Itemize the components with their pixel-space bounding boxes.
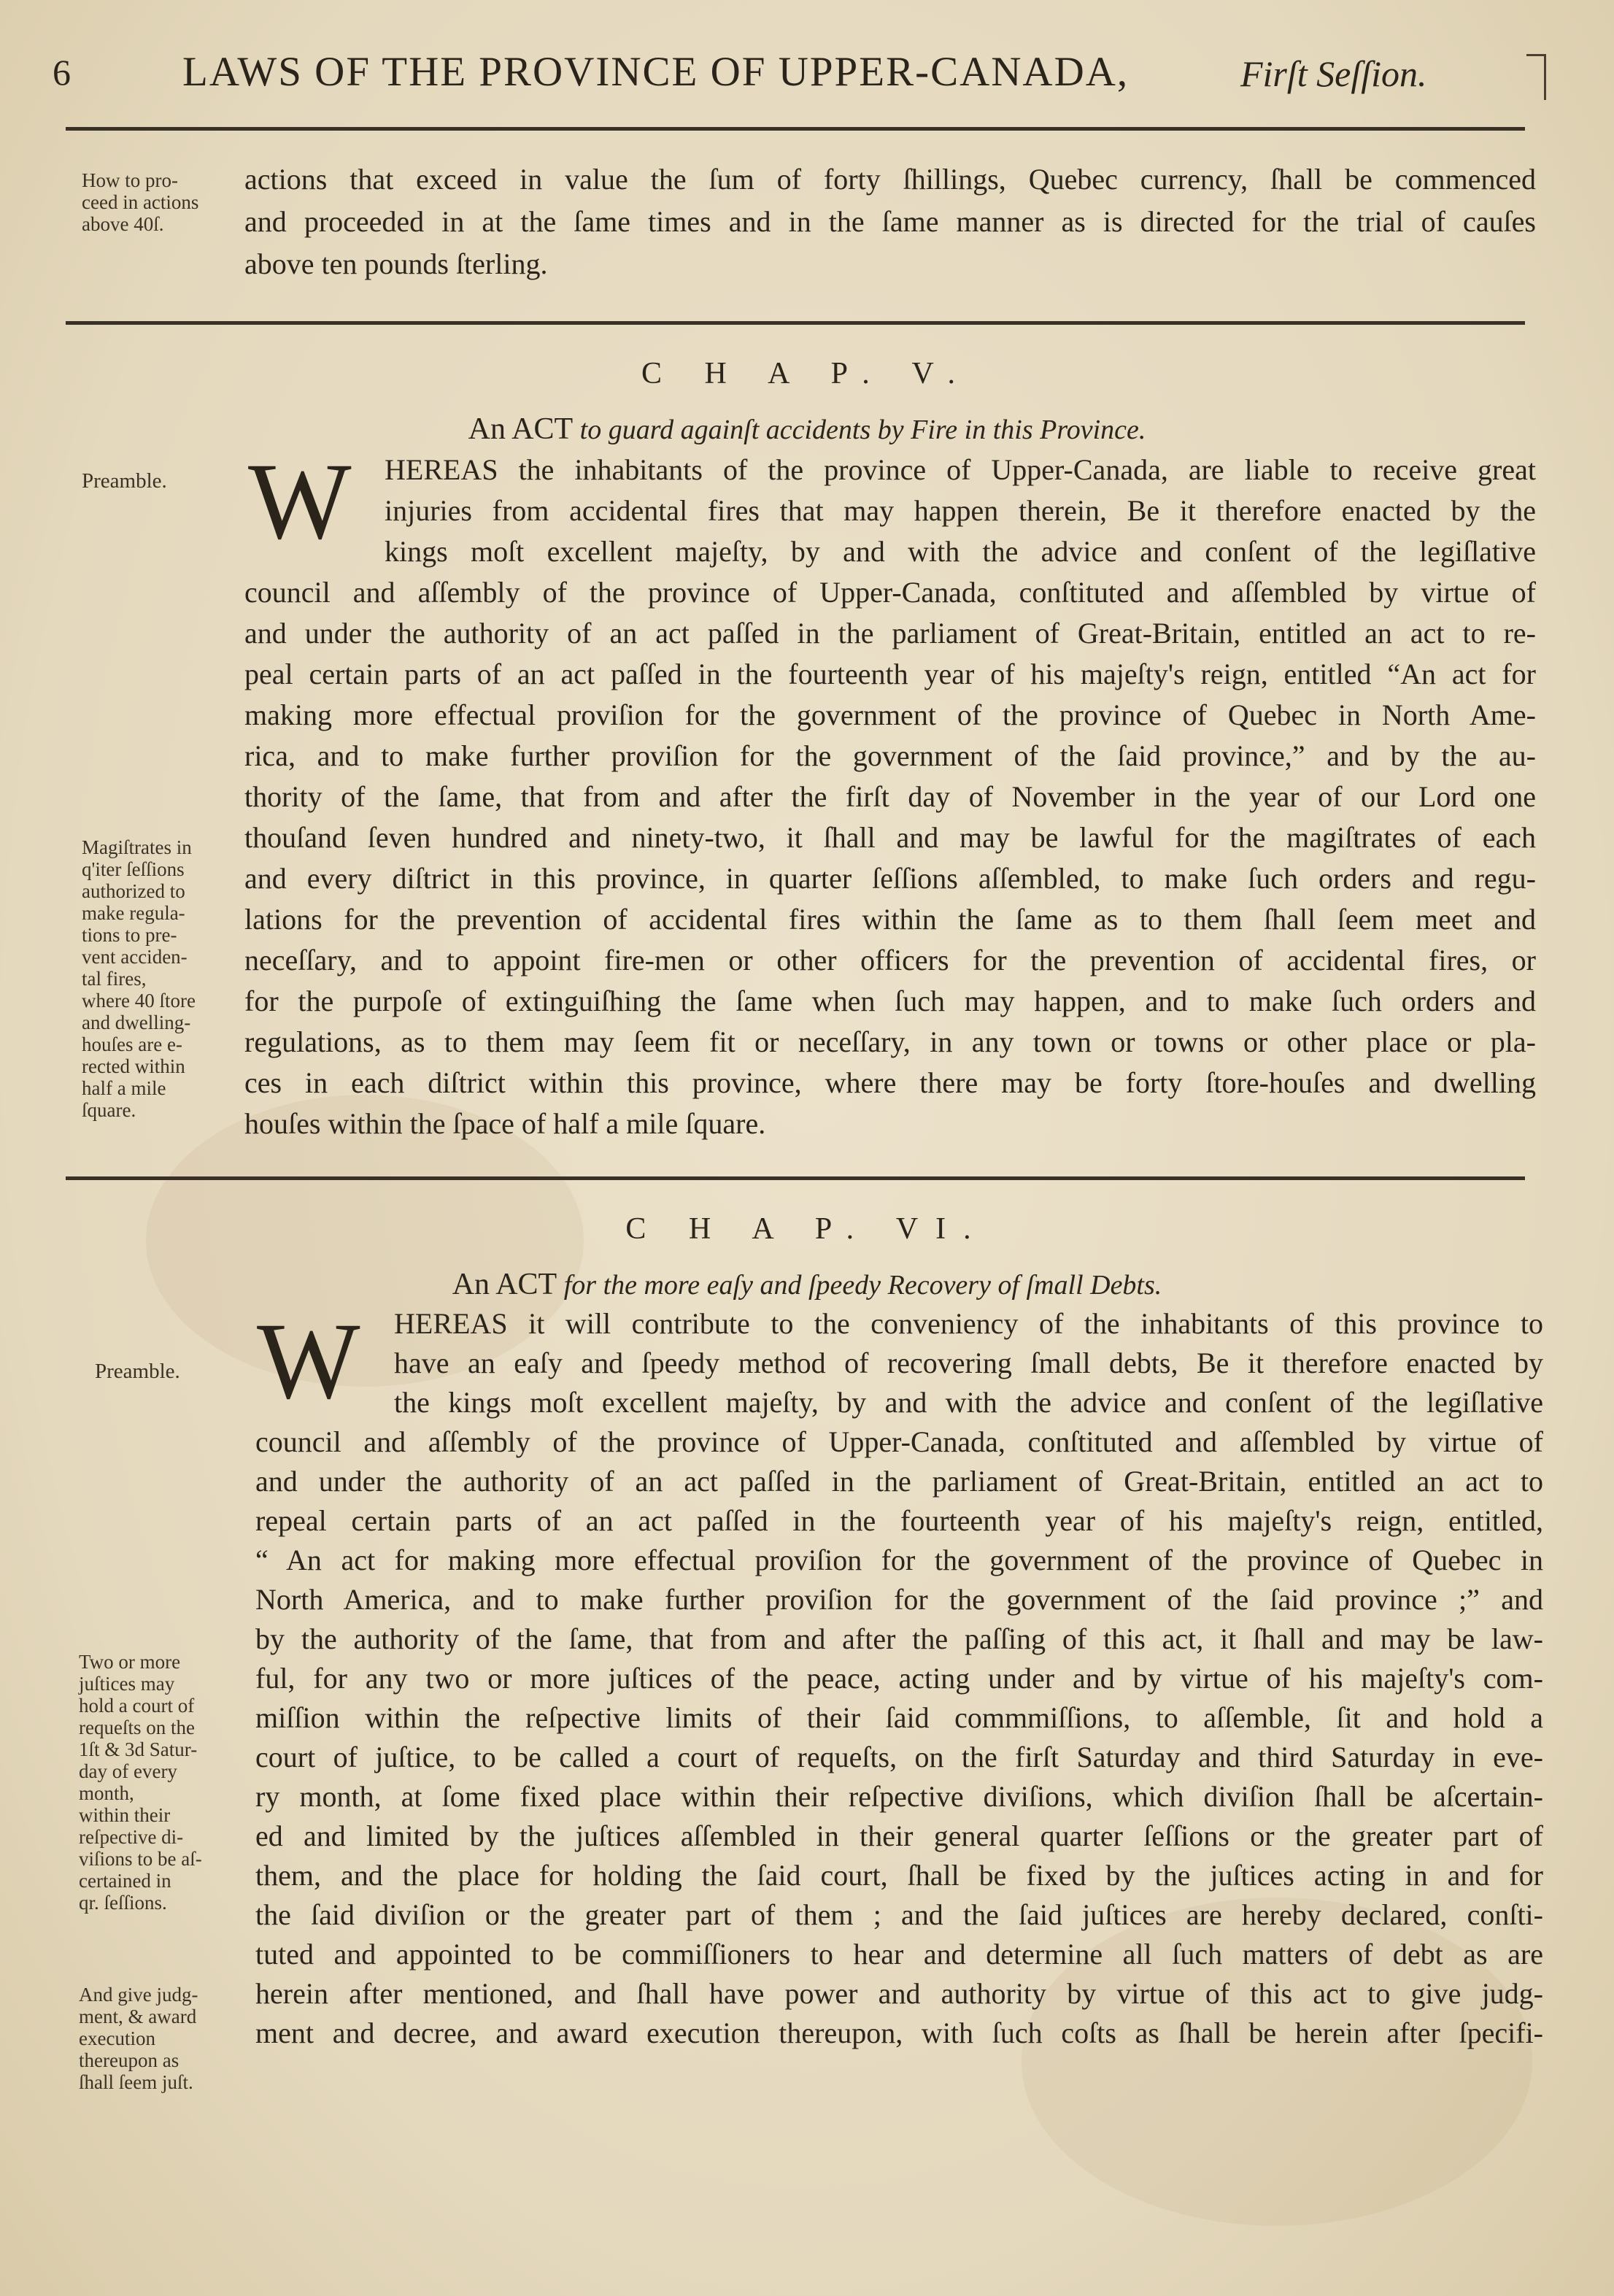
margin-note-line: day of every: [79, 1760, 177, 1782]
header-rule: [66, 127, 1525, 131]
margin-note-line: and dwelling-: [82, 1012, 191, 1033]
text-line: lations for the prevention of accidental fires within the ſame as to them ſhall ſeem meet and: [244, 903, 1536, 936]
text-line: tuted and appointed to be commiſſioners to hear and determine all ſuch matters of debt as are: [255, 1938, 1543, 1971]
section-rule: [66, 321, 1525, 325]
drop-cap: W: [248, 441, 352, 562]
section-rule: [66, 1176, 1525, 1180]
text-line: ful, for any two or more juſtices of the peace, acting under and by virtue of his majeſty's com-: [255, 1662, 1543, 1695]
preamble-label: Preamble.: [95, 1360, 180, 1383]
corner-mark: [1526, 54, 1546, 100]
drop-cap: W: [257, 1301, 360, 1422]
text-line: and every diſtrict in this province, in quarter ſeſſions aſſembled, to make ſuch orders and regu-: [244, 862, 1536, 895]
chapter-6-title: [0, 1267, 1614, 1302]
margin-note-line: where 40 ſtore: [82, 990, 196, 1012]
act-title-prefix: An ACT: [452, 1268, 557, 1301]
margin-note-line: vent acciden-: [82, 946, 188, 968]
text-line: houſes within the ſpace of half a mile ſquare.: [244, 1107, 766, 1140]
text-line: kings moſt excellent majeſty, by and with the advice and conſent of the legiſlative: [385, 535, 1536, 568]
margin-note-two-justices: [79, 1651, 202, 1914]
text-line: injuries from accidental fires that may happen therein, Be it therefore enacted by the: [385, 494, 1536, 527]
margin-note-line: ſquare.: [82, 1099, 136, 1121]
text-line: regulations, as to them may ſeem fit or neceſſary, in any town or towns or other place or pla-: [244, 1025, 1536, 1058]
text-line: making more effectual proviſion for the government of the province of Quebec in North Ame-: [244, 698, 1536, 731]
act-title-text: for the more eaſy and ſpeedy Recovery of ſmall Debts.: [563, 1270, 1162, 1301]
text-line: miſſion within the reſpective limits of their ſaid commmiſſions, to aſſemble, ſit and hold a: [255, 1701, 1543, 1734]
chapter-6-heading: C H A P. VI.: [625, 1212, 989, 1246]
text-line: the ſaid diviſion or the greater part of them ; and the ſaid juſtices are hereby declared, conſti-: [255, 1898, 1543, 1931]
margin-note-line: half a mile: [82, 1077, 166, 1099]
session-label: Firſt Seſſion.: [1240, 53, 1427, 94]
act-title-text: to guard againſt accidents by Fire in this Province.: [579, 415, 1146, 445]
margin-note-line: ſhall ſeem juſt.: [79, 2071, 193, 2093]
text-line: by the authority of the ſame, that from and after the paſſing of this act, it ſhall and may be law-: [255, 1622, 1543, 1655]
margin-note-line: How to pro-: [82, 169, 178, 191]
chapter-5-heading: C H A P. V.: [641, 357, 973, 390]
text-line: the kings moſt excellent majeſty, by and with the advice and conſent of the legiſlative: [394, 1386, 1543, 1419]
running-title: LAWS OF THE PROVINCE OF UPPER-CANADA,: [182, 49, 1130, 95]
margin-note-line: hold a court of: [79, 1695, 195, 1717]
margin-note-line: viſions to be aſ-: [79, 1848, 202, 1870]
margin-note-line: tal fires,: [82, 968, 147, 990]
margin-note-line: juſtices may: [79, 1673, 175, 1695]
text-line: council and aſſembly of the province of Upper-Canada, conſtituted and aſſembled by virtue of: [255, 1425, 1543, 1458]
margin-note-line: ment, & award: [79, 2006, 197, 2027]
margin-note-line: make regula-: [82, 902, 185, 924]
text-line: “ An act for making more effectual proviſion for the government of the province of Quebec in: [255, 1544, 1543, 1576]
text-line: thouſand ſeven hundred and ninety-two, it ſhall and may be lawful for the magiſtrates of each: [244, 821, 1536, 854]
text-line: actions that exceed in value the ſum of forty ſhillings, Quebec currency, ſhall be commenced: [244, 163, 1536, 196]
text-line: above ten pounds ſterling.: [244, 247, 548, 280]
text-line: ry month, at ſome fixed place within their reſpective diviſions, which diviſion ſhall be aſcertain-: [255, 1780, 1543, 1813]
preamble-label: Preamble.: [82, 469, 167, 493]
text-line: have an eaſy and ſpeedy method of recovering ſmall debts, Be it therefore enacted by: [394, 1347, 1543, 1379]
page-number: 6: [53, 52, 71, 93]
text-line: ces in each diſtrict within this province, where there may be forty ſtore-houſes and dwelling: [244, 1066, 1536, 1099]
text-line: HEREAS it will contribute to the conveniency of the inhabitants of this province to: [394, 1307, 1543, 1340]
page-header: [0, 0, 1614, 102]
margin-note-line: execution: [79, 2027, 155, 2049]
act-title-prefix: An ACT: [468, 412, 574, 446]
margin-note-line: requeſts on the: [79, 1717, 195, 1738]
margin-note-line: 1ſt & 3d Satur-: [79, 1738, 198, 1760]
text-line: them, and the place for holding the ſaid court, ſhall be fixed by the juſtices acting in and for: [255, 1859, 1543, 1892]
text-line: for the purpoſe of extinguiſhing the ſame when ſuch may happen, and to make ſuch orders and: [244, 985, 1536, 1017]
margin-note-line: authorized to: [82, 880, 185, 902]
text-line: ed and limited by the juſtices aſſembled in their general quarter ſeſſions or the greater part of: [255, 1819, 1543, 1852]
text-line: repeal certain parts of an act paſſed in the fourteenth year of his majeſty's reign, entitled,: [255, 1504, 1543, 1537]
margin-note-judgment: [79, 1984, 198, 2093]
margin-note-line: And give judg-: [79, 1984, 198, 2006]
margin-note-magistrates: [82, 836, 196, 1121]
margin-note-line: ceed in actions: [82, 191, 199, 213]
margin-note-line: month,: [79, 1782, 134, 1804]
margin-note-line: certained in: [79, 1870, 171, 1892]
text-line: and under the authority of an act paſſed in the parliament of Great-Britain, entitled an act to: [255, 1465, 1543, 1498]
margin-note-line: Two or more: [79, 1651, 181, 1673]
margin-note-line: Magiſtrates in: [82, 836, 192, 858]
text-line: and proceeded in at the ſame times and in the ſame manner as is directed for the trial of cauſes: [244, 205, 1536, 238]
text-line: herein after mentioned, and ſhall have power and authority by virtue of this act to give judg-: [255, 1977, 1543, 2010]
margin-note-line: houſes are e-: [82, 1033, 182, 1055]
text-line: and under the authority of an act paſſed in the parliament of Great-Britain, entitled an act to re-: [244, 617, 1536, 650]
margin-note-line: rected within: [82, 1055, 185, 1077]
text-line: peal certain parts of an act paſſed in the fourteenth year of his majeſty's reign, entitled “An act for: [244, 658, 1536, 690]
margin-note-line: reſpective di-: [79, 1826, 184, 1848]
text-line: North America, and to make further proviſion for the government of the ſaid province ;” and: [255, 1583, 1543, 1616]
margin-note-actions-above-40s: [82, 169, 198, 235]
text-line: HEREAS the inhabitants of the province of Upper-Canada, are liable to receive great: [385, 453, 1536, 486]
text-line: thority of the ſame, that from and after the firſt day of November in the year of our Lord one: [244, 780, 1536, 813]
text-line: ment and decree, and award execution thereupon, with ſuch coſts as ſhall be herein after ſpecifi-: [255, 2016, 1543, 2049]
text-line: council and aſſembly of the province of Upper-Canada, conſtituted and aſſembled by virtue of: [244, 576, 1536, 609]
margin-note-line: within their: [79, 1804, 171, 1826]
text-line: neceſſary, and to appoint fire-men or other officers for the prevention of accidental fires, or: [244, 944, 1536, 976]
text-line: court of juſtice, to be called a court of requeſts, on the firſt Saturday and third Saturday in eve-: [255, 1741, 1543, 1773]
margin-note-line: above 40ſ.: [82, 213, 164, 235]
text-line: rica, and to make further proviſion for the government of the ſaid province,” and by the au-: [244, 739, 1536, 772]
margin-note-line: thereupon as: [79, 2049, 179, 2071]
margin-note-line: q'iter ſeſſions: [82, 858, 185, 880]
margin-note-line: tions to pre-: [82, 924, 177, 946]
chapter-5-title: [0, 412, 1614, 447]
margin-note-line: qr. ſeſſions.: [79, 1892, 167, 1914]
